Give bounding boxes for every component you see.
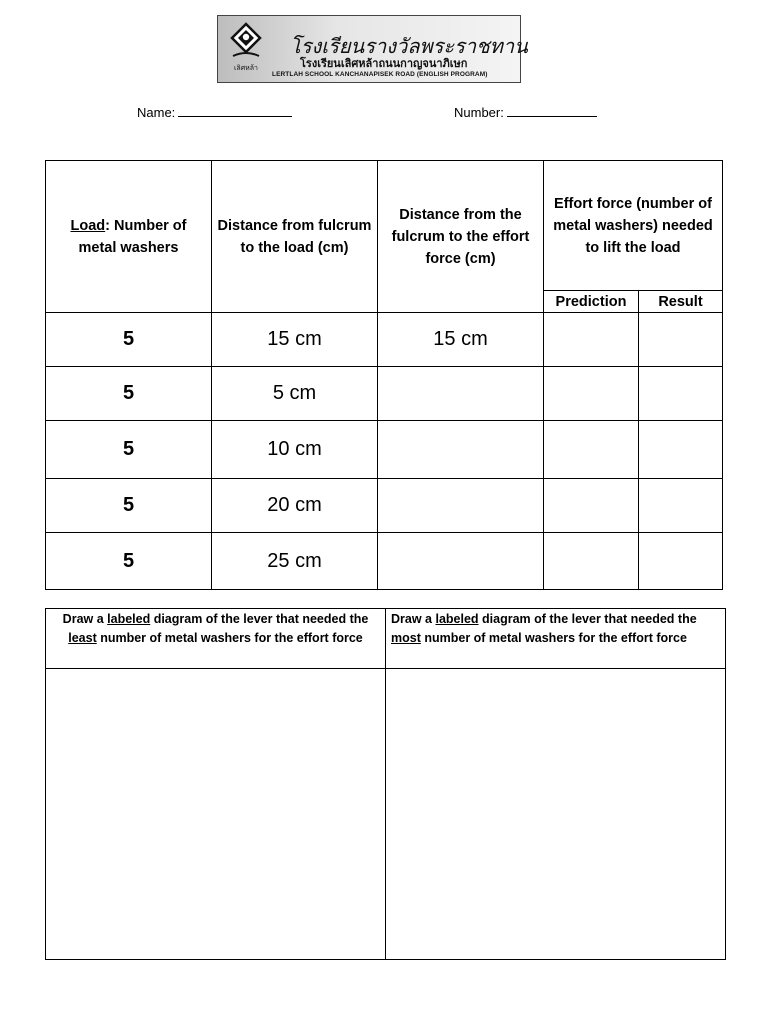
drawing-area-least[interactable] (46, 669, 386, 960)
cell-distance-effort[interactable] (378, 533, 544, 590)
header-distance-effort: Distance from the fulcrum to the effort force (cm) (378, 161, 544, 313)
table-row (46, 421, 723, 479)
table-row (46, 313, 723, 367)
prompt-least-underline-least: least (68, 631, 97, 645)
prompt-most-text-1: Draw a (391, 612, 436, 626)
header-effort-force: Effort force (number of metal washers) needed to lift the load (544, 161, 723, 291)
table-row (46, 479, 723, 533)
cell-distance-load: 20 cm (212, 479, 378, 533)
cell-result[interactable] (639, 479, 723, 533)
emblem-caption: เลิศหล้า (234, 65, 258, 72)
drawing-area-most[interactable] (386, 669, 726, 960)
cell-distance-load: 15 cm (212, 313, 378, 367)
cell-prediction[interactable] (544, 533, 639, 590)
cell-result[interactable] (639, 533, 723, 590)
table-row (46, 533, 723, 590)
cell-distance-effort[interactable]: 15 cm (378, 313, 544, 367)
cell-prediction[interactable] (544, 367, 639, 421)
lever-data-table (45, 160, 723, 590)
cell-prediction[interactable] (544, 313, 639, 367)
name-label: Name: (137, 105, 176, 120)
prompt-least-text-2: diagram of the lever that needed the (150, 612, 369, 626)
prompt-most-text-3: number of metal washers for the effort force (420, 631, 687, 645)
prompt-most (386, 609, 726, 669)
header-distance-load: Distance from fulcrum to the load (cm) (212, 161, 378, 313)
header-prediction: Prediction (544, 291, 639, 313)
school-thai-subtitle: โรงเรียนเลิศหล้าถนนกาญจนาภิเษก (300, 58, 468, 70)
header-result: Result (639, 291, 723, 313)
prompt-least (46, 609, 386, 669)
prompt-most-underline-labeled: labeled (435, 612, 479, 626)
cell-result[interactable] (639, 367, 723, 421)
prompt-least-underline-labeled: labeled (107, 612, 151, 626)
cell-prediction[interactable] (544, 421, 639, 479)
cell-distance-effort[interactable] (378, 367, 544, 421)
school-thai-title: โรงเรียนรางวัลพระราชทาน (290, 34, 528, 58)
header-load-word: Load (70, 217, 106, 234)
cell-load: 5 (46, 313, 212, 367)
cell-distance-effort[interactable] (378, 479, 544, 533)
number-field (454, 104, 597, 120)
cell-result[interactable] (639, 421, 723, 479)
cell-distance-load: 5 cm (212, 367, 378, 421)
prompt-most-underline-most: most (391, 631, 421, 645)
cell-load: 5 (46, 533, 212, 590)
cell-prediction[interactable] (544, 479, 639, 533)
cell-load: 5 (46, 479, 212, 533)
prompt-most-text-2: diagram of the lever that needed the (478, 612, 697, 626)
emblem-icon (229, 22, 263, 62)
cell-distance-load: 10 cm (212, 421, 378, 479)
cell-load: 5 (46, 367, 212, 421)
prompt-least-text-3: number of metal washers for the effort force (96, 631, 363, 645)
number-label: Number: (454, 105, 504, 120)
header-load-rest: : Number of metal washers (78, 217, 187, 256)
school-english-name: LERTLAH SCHOOL KANCHANAPISEK ROAD (ENGLISH PROGRAM) (272, 71, 488, 78)
school-emblem (224, 22, 268, 78)
diagram-table (45, 608, 726, 960)
prompt-least-text-1: Draw a (62, 612, 108, 626)
school-banner (217, 15, 528, 83)
table-row (46, 367, 723, 421)
header-load (46, 161, 212, 313)
name-field (137, 104, 292, 120)
name-blank[interactable] (178, 104, 292, 117)
cell-distance-load: 25 cm (212, 533, 378, 590)
cell-load: 5 (46, 421, 212, 479)
cell-result[interactable] (639, 313, 723, 367)
number-blank[interactable] (507, 104, 597, 117)
cell-distance-effort[interactable] (378, 421, 544, 479)
